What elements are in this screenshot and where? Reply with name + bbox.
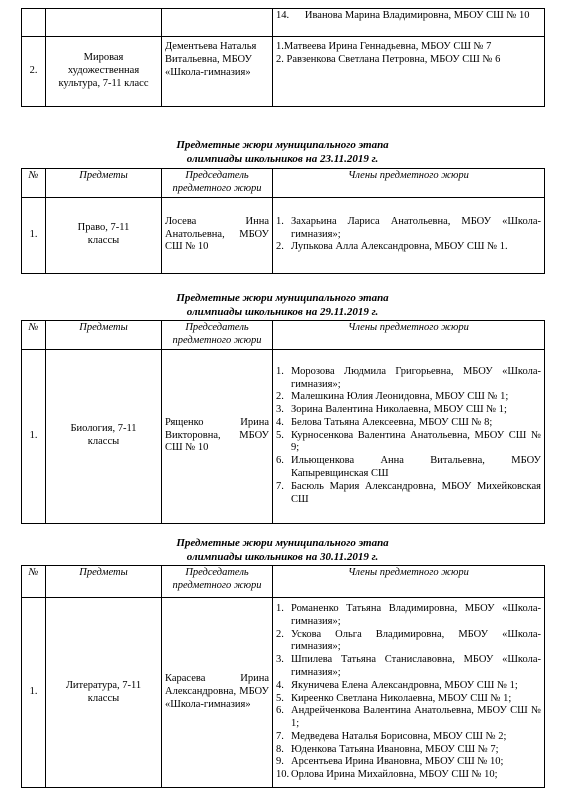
table-row: [22, 37, 545, 107]
section-title-line1: Предметные жюри муниципального этапа: [176, 139, 389, 151]
list-item: 5. Курносенкова Валентина Анатольевна, МБОУ СШ № 9;: [276, 429, 541, 454]
table-row: [22, 349, 545, 523]
header-members: Члены предметного жюри: [273, 169, 545, 198]
members-list: [276, 216, 541, 254]
members-cell: [273, 37, 545, 107]
section-title-line2: олимпиады школьников на 30.11.2019 г.: [186, 550, 379, 563]
chair-cell: Лосева Инна Анатольевна, МБОУ СШ № 10: [162, 197, 273, 273]
list-item: 2. Малешкина Юлия Леонидовна, МБОУ СШ № 1;: [276, 391, 509, 403]
members-cell: [273, 598, 545, 788]
chair-cell: Дементьева Наталья Витальевна, МБОУ «Школа-гимназия»: [162, 37, 273, 107]
jury-table: [21, 565, 545, 788]
header-subject: Предметы: [46, 169, 162, 198]
table-header-row: [22, 169, 545, 198]
subject-cell: Литература, 7-11 классы: [46, 598, 162, 788]
header-subject: Предметы: [46, 321, 162, 350]
header-chair: Председатель предметного жюри: [162, 321, 273, 350]
jury-table: [21, 168, 545, 274]
header-members: Члены предметного жюри: [273, 321, 545, 350]
list-item: 7. Медведева Наталья Борисовна, МБОУ СШ № 2;: [276, 730, 507, 742]
list-item: 4. Белова Татьяна Алексеевна, МБОУ СШ № 8;: [276, 416, 493, 428]
list-item: 2. Лупькова Алла Александровна, МБОУ СШ № 1.: [276, 241, 508, 253]
row-number: 2.: [22, 37, 46, 107]
section-heading: [0, 292, 565, 320]
list-item: 4. Якуничева Елена Александровна, МБОУ СШ № 1;: [276, 679, 518, 691]
header-members: Члены предметного жюри: [273, 566, 545, 598]
list-item: 1. Романенко Татьяна Владимировна, МБОУ «Школа-гимназия»;: [276, 602, 541, 627]
table-header-row: [22, 321, 545, 350]
list-item: 6. Ильющенкова Анна Витальевна, МБОУ Капыревщинская СШ: [276, 455, 541, 480]
list-item: 3. Зорина Валентина Николаевна, МБОУ СШ № 1;: [276, 404, 507, 416]
table-row: [22, 197, 545, 273]
chair-cell: Рященко Ирина Викторовна, МБОУ СШ № 10: [162, 349, 273, 523]
members-list: [276, 603, 541, 782]
header-num: №: [22, 321, 46, 350]
subject-cell: Биология, 7-11 классы: [46, 349, 162, 523]
subject-cell: Право, 7-11 классы: [46, 197, 162, 273]
list-item: 9. Арсентьева Ирина Ивановна, МБОУ СШ № 10;: [276, 756, 504, 768]
header-chair: Председатель предметного жюри: [162, 566, 273, 598]
members-cell: [273, 349, 545, 523]
section-heading: [0, 537, 565, 565]
table-row: [22, 9, 545, 37]
table-header-row: [22, 566, 545, 598]
list-item: 5. Киреенко Светлана Николаевна, МБОУ СШ № 1;: [276, 692, 512, 704]
chair-cell: Карасева Ирина Александровна, МБОУ «Школа-гимназия»: [162, 598, 273, 788]
members-cell: [273, 197, 545, 273]
section-title-line2: олимпиады школьников на 23.11.2019 г.: [186, 152, 379, 165]
table-row: [22, 598, 545, 788]
section-heading: [0, 139, 565, 167]
row-number: 1.: [22, 349, 46, 523]
member-item: 2. Равзенкова Светлана Петровна, МБОУ СШ № 6: [276, 53, 501, 65]
jury-table-continued: [21, 8, 545, 107]
member-item: 1.Матвеева Ирина Геннадьевна, МБОУ СШ № 7: [276, 41, 492, 52]
header-chair: Председатель предметного жюри: [162, 169, 273, 198]
row-number: 1.: [22, 197, 46, 273]
list-item: 3. Шпилева Татьяна Станиславовна, МБОУ «Школа-гимназия»;: [276, 654, 541, 678]
members-list: [276, 366, 541, 507]
jury-table: [21, 320, 545, 524]
section-title-line1: Предметные жюри муниципального этапа: [176, 537, 389, 549]
subject-cell: Мировая художественная культура, 7-11 класс: [46, 37, 162, 107]
member-cell: [273, 9, 545, 37]
section-title-line2: олимпиады школьников на 29.11.2019 г.: [186, 305, 379, 318]
section-title-line1: Предметные жюри муниципального этапа: [176, 292, 389, 304]
list-item: 2. Ускова Ольга Владимировна, МБОУ «Школа-гимназия»;: [276, 628, 541, 653]
list-item: 6. Андрейченкова Валентина Анатольевна, МБОУ СШ № 1;: [276, 705, 541, 730]
list-item: 8. Юденкова Татьяна Ивановна, МБОУ СШ № 7;: [276, 743, 499, 755]
list-item: 7. Басюль Мария Александровна, МБОУ Михейковская СШ: [276, 480, 541, 505]
row-number: 1.: [22, 598, 46, 788]
list-item: 1. Морозова Людмила Григорьевна, МБОУ «Школа-гимназия»;: [276, 365, 541, 390]
header-subject: Предметы: [46, 566, 162, 598]
list-item: 1. Захарьина Лариса Анатольевна, МБОУ «Школа-гимназия»;: [276, 215, 541, 240]
member-item: 14. Иванова Марина Владимировна, МБОУ СШ № 10: [276, 10, 530, 21]
header-num: №: [22, 169, 46, 198]
header-num: №: [22, 566, 46, 598]
list-item: 10. Орлова Ирина Михайловна, МБОУ СШ № 10;: [276, 769, 498, 781]
